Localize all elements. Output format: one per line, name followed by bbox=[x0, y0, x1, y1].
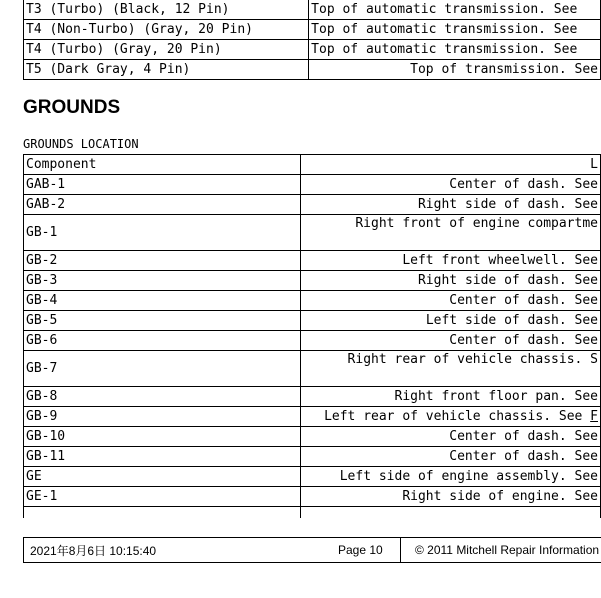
page-footer bbox=[23, 537, 601, 563]
connector-location-table bbox=[23, 0, 601, 80]
component-cell: GB-7 bbox=[24, 351, 301, 387]
location-cell: Right rear of vehicle chassis. S bbox=[300, 351, 600, 387]
component-cell: GB-5 bbox=[24, 311, 301, 331]
component-cell: T4 (Turbo) (Gray, 20 Pin) bbox=[24, 40, 309, 60]
table-row bbox=[24, 331, 601, 351]
location-cell bbox=[300, 407, 600, 427]
grounds-location-table bbox=[23, 154, 601, 518]
location-cell: Right side of dash. See bbox=[300, 195, 600, 215]
location-header: L bbox=[300, 155, 600, 175]
location-cell: Center of dash. See bbox=[300, 175, 600, 195]
empty-cell bbox=[24, 507, 301, 519]
location-cell: Left front wheelwell. See bbox=[300, 251, 600, 271]
location-cell: Center of dash. See bbox=[300, 331, 600, 351]
location-cell: Right side of dash. See bbox=[300, 271, 600, 291]
component-cell: GB-2 bbox=[24, 251, 301, 271]
table-row bbox=[24, 60, 601, 80]
location-cell: Center of dash. See bbox=[300, 427, 600, 447]
component-cell: T5 (Dark Gray, 4 Pin) bbox=[24, 60, 309, 80]
location-cell: Top of automatic transmission. See bbox=[309, 20, 601, 40]
location-cell: Right front of engine compartme bbox=[300, 215, 600, 251]
footer-page-number: Page 10 bbox=[330, 538, 401, 562]
table-row bbox=[24, 487, 601, 507]
location-cell: Top of automatic transmission. See bbox=[309, 40, 601, 60]
location-cell: Top of automatic transmission. See bbox=[309, 0, 601, 20]
location-cell: Left side of engine assembly. See bbox=[300, 467, 600, 487]
table-caption: GROUNDS LOCATION bbox=[23, 137, 139, 151]
footer-date: 2021年8月6日 10:15:40 bbox=[30, 543, 157, 558]
location-cell: Center of dash. See bbox=[300, 291, 600, 311]
component-cell: GAB-2 bbox=[24, 195, 301, 215]
table-row bbox=[24, 175, 601, 195]
table-row bbox=[24, 447, 601, 467]
table-header-row bbox=[24, 155, 601, 175]
component-cell: GB-1 bbox=[24, 215, 301, 251]
table-row bbox=[24, 427, 601, 447]
table-row bbox=[24, 351, 601, 387]
table-row bbox=[24, 387, 601, 407]
component-cell: GB-10 bbox=[24, 427, 301, 447]
component-cell: GB-9 bbox=[24, 407, 301, 427]
location-cell: Left side of dash. See bbox=[300, 311, 600, 331]
table-row bbox=[24, 20, 601, 40]
component-cell: GB-6 bbox=[24, 331, 301, 351]
component-cell: GAB-1 bbox=[24, 175, 301, 195]
empty-cell bbox=[300, 507, 600, 519]
section-heading: GROUNDS bbox=[23, 97, 121, 118]
component-cell: GE-1 bbox=[24, 487, 301, 507]
component-cell: T3 (Turbo) (Black, 12 Pin) bbox=[24, 0, 309, 20]
location-cell: Top of transmission. See bbox=[309, 60, 601, 80]
table-row bbox=[24, 271, 601, 291]
table-row bbox=[24, 251, 601, 271]
component-cell: GB-4 bbox=[24, 291, 301, 311]
table-row bbox=[24, 0, 601, 20]
location-cell: Right side of engine. See bbox=[300, 487, 600, 507]
table-row bbox=[24, 311, 601, 331]
location-text: Left rear of vehicle chassis. See bbox=[324, 409, 583, 424]
table-row-empty bbox=[24, 507, 601, 519]
location-cell: Right front floor pan. See bbox=[300, 387, 600, 407]
footer-copyright: © 2011 Mitchell Repair Information bbox=[415, 543, 600, 557]
figure-link[interactable]: F bbox=[590, 409, 598, 424]
table-row bbox=[24, 467, 601, 487]
table-row bbox=[24, 195, 601, 215]
location-cell: Center of dash. See bbox=[300, 447, 600, 467]
component-cell: GE bbox=[24, 467, 301, 487]
component-cell: GB-11 bbox=[24, 447, 301, 467]
component-cell: T4 (Non-Turbo) (Gray, 20 Pin) bbox=[24, 20, 309, 40]
table-row bbox=[24, 407, 601, 427]
table-row bbox=[24, 215, 601, 251]
table-row bbox=[24, 291, 601, 311]
component-cell: GB-8 bbox=[24, 387, 301, 407]
component-cell: GB-3 bbox=[24, 271, 301, 291]
table-row bbox=[24, 40, 601, 60]
component-header: Component bbox=[24, 155, 301, 175]
